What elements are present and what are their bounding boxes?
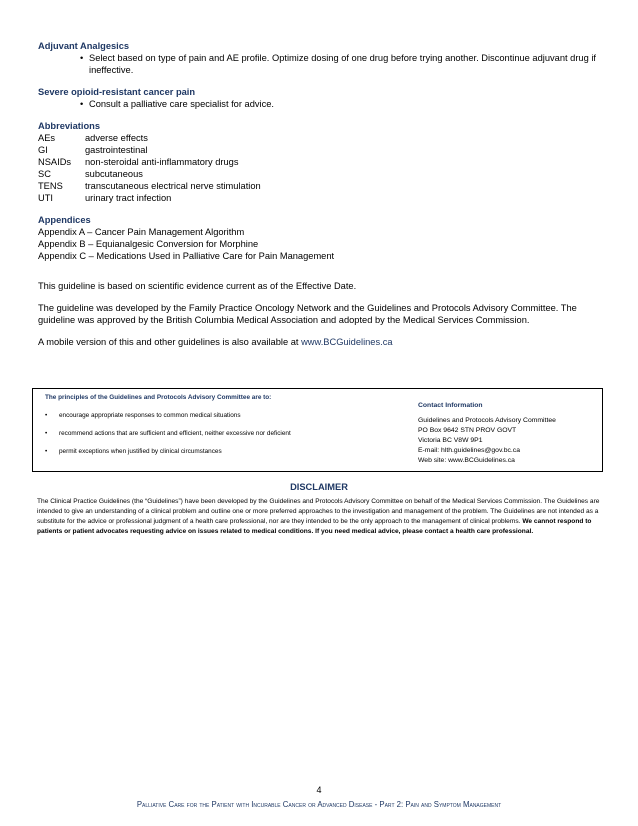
disclaimer-title: DISCLAIMER [290,482,348,492]
page-number: 4 [316,785,322,795]
disclaimer-body: The Clinical Practice Guidelines (the “Guidelines”) have been developed by the Guidelines and Protocols Advisory Committee on behalf of the Medical Services Commission. The Guidelines are intended to give an understanding of a clinical problem and outline one or more preferred approaches to the investigation and management of the problem. The Guidelines are not intended as a substitute for the advice or professional judgment of a health care professional, nor are they intended to be the only approach to the management of clinical problems. We cannot respond to patients or patient advocates requesting advice on issues related to medical conditions. If you need medical advice, please contact a health care professional. [37,498,600,535]
appendix-item: Appendix C – Medications Used in Palliative Care for Pain Management [38,251,335,261]
abbreviation-row: TENS transcutaneous electrical nerve stimulation [38,181,261,191]
disclaimer-bold-text: We cannot respond to patients or patient advocates requesting advice on issues related to medical conditions. If you need medical advice, please contact a health care professional. [37,518,592,535]
contact-title: Contact Information [418,402,483,409]
main-content [38,40,603,358]
principles-list [45,394,405,466]
bullet-icon: • [80,53,84,63]
contact-email[interactable]: E-mail: hlth.guidelines@gov.bc.ca [418,447,520,454]
contact-line: Victoria BC V8W 9P1 [418,437,483,444]
abbreviation-row: SC subcutaneous [38,169,143,179]
bullet-icon: • [45,412,48,419]
adjuvant-bullet: • Select based on type of pain and AE profile. Optimize dosing of one drug before trying another. Discontinue adjuvant drug if ineffective. [80,53,597,75]
abbreviation-row: UTI urinary tract infection [38,193,172,203]
contact-line: PO Box 9642 STN PROV GOVT [418,427,517,434]
abbreviations-section [38,120,603,204]
resistant-bullet: • Consult a palliative care specialist for advice. [80,99,274,109]
bcguidelines-link[interactable]: www.BCGuidelines.ca [301,337,393,347]
bullet-icon: • [45,430,48,437]
resistant-section [38,86,603,110]
development-paragraph: The guideline was developed by the Family Practice Oncology Network and the Guidelines and Protocols Advisory Committee. The guideline was approved by the British Columbia Medical Association and adopted by the Medical Services Commission. [38,303,577,325]
resistant-heading: Severe opioid-resistant cancer pain [38,87,196,97]
bullet-icon: • [80,99,84,109]
appendix-item: Appendix A – Cancer Pain Management Algorithm [38,227,245,237]
evidence-paragraph: This guideline is based on scientific evidence current as of the Effective Date. [38,281,357,291]
appendices-heading: Appendices [38,215,91,225]
contact-line: Guidelines and Protocols Advisory Committee [418,417,556,424]
appendices-section [38,214,603,262]
principle-item: • permit exceptions when justified by clinical circumstances [45,448,222,455]
contact-information [418,401,598,466]
bullet-icon: • [45,448,48,455]
contact-website[interactable]: Web site: www.BCGuidelines.ca [418,457,515,464]
adjuvant-section [38,40,603,76]
principles-title: The principles of the Guidelines and Protocols Advisory Committee are to: [45,394,272,401]
principle-item: • encourage appropriate responses to common medical situations [45,412,241,419]
mobile-paragraph: A mobile version of this and other guidelines is also available at www.BCGuidelines.ca [38,337,393,347]
abbreviation-row: AEs adverse effects [38,133,148,143]
principles-box [32,388,603,472]
running-footer: Palliative Care for the Patient with Incurable Cancer or Advanced Disease - Part 2: Pain and Symptom Management [136,800,502,809]
appendix-item: Appendix B – Equianalgesic Conversion for Morphine [38,239,259,249]
abbreviation-row: NSAIDs non-steroidal anti-inflammatory drugs [38,157,239,167]
adjuvant-heading: Adjuvant Analgesics [38,41,130,51]
principle-item: • recommend actions that are sufficient and efficient, neither excessive nor deficient [45,430,291,437]
abbreviations-heading: Abbreviations [38,121,100,131]
abbreviation-row: GI gastrointestinal [38,145,148,155]
